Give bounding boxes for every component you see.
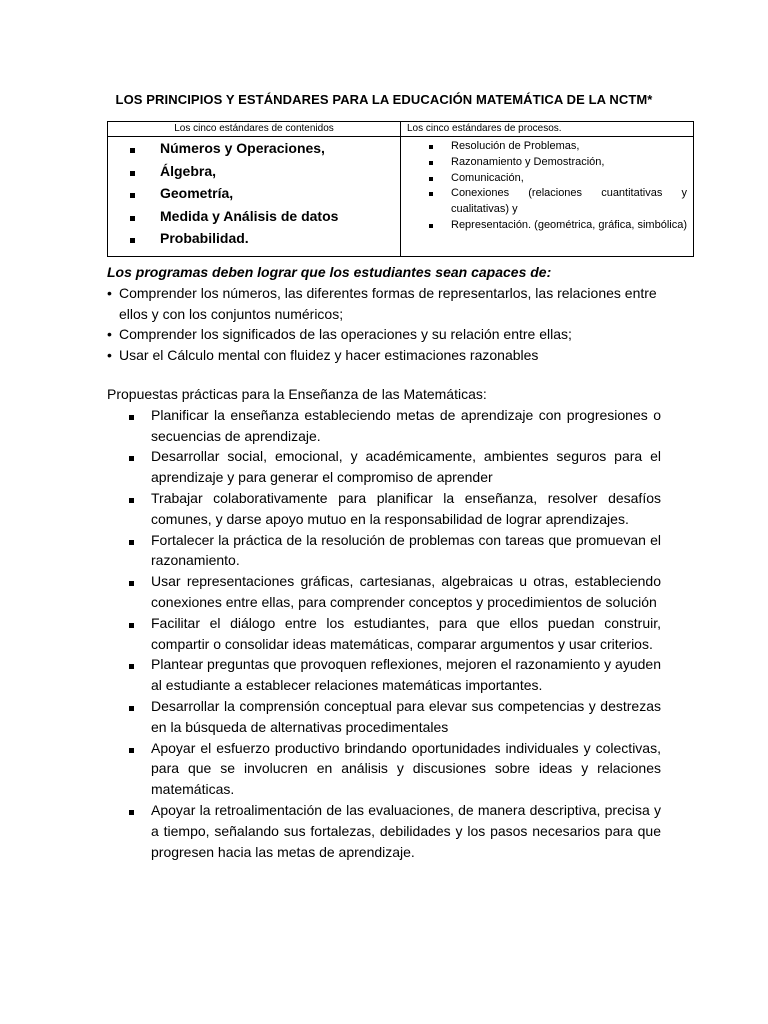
content-standards-list bbox=[108, 137, 400, 256]
list-item: Desarrollar social, emocional, y académicamente, ambientes seguros para el aprendizaje y para generar el compromiso de aprender bbox=[129, 446, 661, 488]
square-bullet-icon bbox=[130, 227, 135, 250]
list-item: Números y Operaciones, bbox=[130, 137, 400, 160]
process-standards-header: Los cinco estándares de procesos. bbox=[401, 122, 694, 137]
list-item: • Usar el Cálculo mental con fluidez y hacer estimaciones razonables bbox=[107, 345, 687, 366]
square-bullet-icon bbox=[130, 160, 135, 183]
proposals-heading: Propuestas prácticas para la Enseñanza de las Matemáticas: bbox=[107, 386, 487, 402]
list-item: Trabajar colaborativamente para planificar la enseñanza, resolver desafíos comunes, y darse apoyo mutuo en la responsabilidad de lograr aprendizajes. bbox=[129, 488, 661, 530]
square-bullet-icon bbox=[129, 696, 134, 717]
objectives-lead: Los programas deben lograr que los estudiantes sean capaces de: bbox=[107, 264, 552, 280]
list-item: Facilitar el diálogo entre los estudiantes, para que ellos puedan construir, compartir o consolidar ideas matemáticas, comparar argumentos y usar criterios. bbox=[129, 613, 661, 655]
list-item: Fortalecer la práctica de la resolución de problemas con tareas que promuevan el razonamiento. bbox=[129, 530, 661, 572]
square-bullet-icon bbox=[129, 571, 134, 592]
list-item: Usar representaciones gráficas, cartesianas, algebraicas u otras, estableciendo conexiones entre ellas, para comprender conceptos y procedimientos de solución bbox=[129, 571, 661, 613]
square-bullet-icon bbox=[129, 488, 134, 509]
square-bullet-icon bbox=[129, 738, 134, 759]
list-item: • Comprender los significados de las operaciones y su relación entre ellas; bbox=[107, 324, 687, 345]
list-item: Resolución de Problemas, bbox=[429, 139, 687, 155]
square-bullet-icon bbox=[129, 405, 134, 426]
content-standards-cell bbox=[108, 137, 401, 257]
bullet-dot-icon: • bbox=[107, 284, 112, 301]
bullet-dot-icon: • bbox=[107, 347, 112, 364]
square-bullet-icon bbox=[129, 530, 134, 551]
process-standards-list bbox=[401, 137, 693, 236]
process-standards-cell bbox=[401, 137, 694, 257]
list-item: Probabilidad. bbox=[130, 227, 400, 250]
list-item: Razonamiento y Demostración, bbox=[429, 155, 687, 171]
bullet-dot-icon: • bbox=[107, 326, 112, 343]
square-bullet-icon bbox=[130, 182, 135, 205]
square-bullet-icon bbox=[129, 446, 134, 467]
list-item: Plantear preguntas que provoquen reflexiones, mejoren el razonamiento y ayuden al estudiante a establecer relaciones matemáticas importantes. bbox=[129, 654, 661, 696]
square-bullet-icon bbox=[429, 186, 433, 202]
list-item: Apoyar la retroalimentación de las evaluaciones, de manera descriptiva, precisa y a tiempo, señalando sus fortalezas, debilidades y los pasos necesarios para que progresen hacia las metas de aprendizaje. bbox=[129, 800, 661, 862]
square-bullet-icon bbox=[129, 613, 134, 634]
list-item: Geometría, bbox=[130, 182, 400, 205]
square-bullet-icon bbox=[130, 205, 135, 228]
square-bullet-icon bbox=[429, 155, 433, 171]
square-bullet-icon bbox=[429, 139, 433, 155]
table-header-row bbox=[108, 122, 694, 137]
objectives-section bbox=[107, 262, 687, 366]
table-body-row bbox=[108, 137, 694, 257]
square-bullet-icon bbox=[429, 218, 433, 234]
list-item: Conexiones (relaciones cuantitativas y cualitativas) y bbox=[429, 186, 687, 218]
list-item: Álgebra, bbox=[130, 160, 400, 183]
proposals-section bbox=[107, 384, 661, 862]
square-bullet-icon bbox=[129, 654, 134, 675]
square-bullet-icon bbox=[429, 171, 433, 187]
square-bullet-icon bbox=[130, 137, 135, 160]
document-title: LOS PRINCIPIOS Y ESTÁNDARES PARA LA EDUCACIÓN MATEMÁTICA DE LA NCTM* bbox=[115, 92, 653, 107]
list-item: Representación. (geométrica, gráfica, simbólica) bbox=[429, 218, 687, 234]
square-bullet-icon bbox=[129, 800, 134, 821]
list-item: Comunicación, bbox=[429, 171, 687, 187]
content-standards-header: Los cinco estándares de contenidos bbox=[108, 122, 401, 137]
list-item: Apoyar el esfuerzo productivo brindando oportunidades individuales y colectivas, para que se involucren en análisis y discusiones sobre ideas y relaciones matemáticas. bbox=[129, 738, 661, 800]
list-item: Planificar la enseñanza estableciendo metas de aprendizaje con progresiones o secuencias de aprendizaje. bbox=[129, 405, 661, 447]
standards-table bbox=[107, 121, 694, 257]
list-item-continuation: ellos y con los conjuntos numéricos; bbox=[119, 305, 344, 322]
list-item: • Comprender los números, las diferentes formas de representarlos, las relaciones entre bbox=[107, 283, 687, 304]
proposals-list bbox=[107, 405, 661, 863]
list-item: Desarrollar la comprensión conceptual para elevar sus competencias y destrezas en la búsqueda de alternativas procedimentales bbox=[129, 696, 661, 738]
list-item: Medida y Análisis de datos bbox=[130, 205, 400, 228]
